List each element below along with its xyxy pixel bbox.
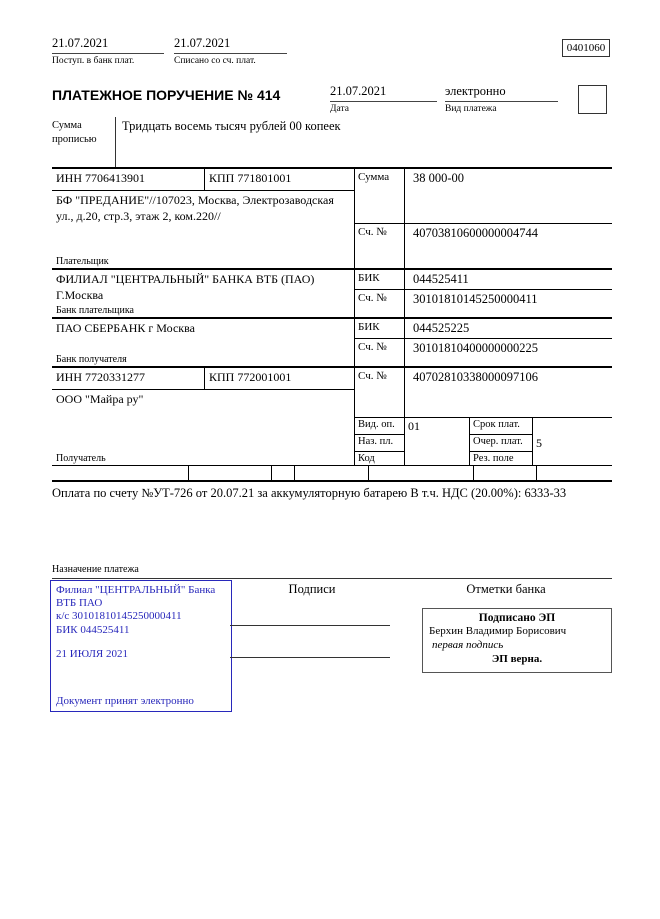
empty-fields-row (52, 466, 612, 482)
payee-account-row (355, 368, 612, 417)
payment-kind-value: электронно (445, 84, 558, 102)
kod-label: Код (355, 452, 405, 465)
payer-account-row (355, 224, 612, 268)
payer-account-label: Сч. № (355, 224, 405, 268)
empty-cell (52, 466, 189, 480)
payer-bank-bik-row (355, 270, 612, 290)
title-row (52, 84, 612, 118)
ep-stamp-signer-name: Берхин Владимир Борисович (429, 625, 567, 638)
document-date-field (330, 84, 437, 114)
stamp-bank-name: Филиал "ЦЕНТРАЛЬНЫЙ" Банка ВТБ ПАО (56, 584, 216, 610)
sum-row (355, 169, 612, 224)
sum-label: Сумма (355, 169, 405, 223)
bank-electronic-stamp (50, 580, 232, 712)
payee-bank-bik-value: 044525225 (413, 321, 470, 335)
empty-cell (537, 466, 612, 480)
payee-bank-account-value: 30101810400000000225 (413, 341, 538, 355)
document-title: ПЛАТЕЖНОЕ ПОРУЧЕНИЕ № 414 (52, 87, 281, 103)
minitable-row-2 (355, 435, 612, 452)
sum-value: 38 000-00 (413, 171, 465, 185)
payee-name: ООО "Майра ру" (56, 392, 144, 406)
payee-kpp: КПП 772001001 (209, 370, 292, 384)
debited-date-value: 21.07.2021 (174, 36, 287, 54)
naz-pl-value (405, 435, 470, 452)
payment-kind-label: Вид платежа (445, 104, 497, 114)
document-date-value: 21.07.2021 (330, 84, 437, 102)
ocher-plat-label: Очер. плат. (470, 435, 533, 452)
payee-inn: ИНН 7720331277 (52, 368, 205, 389)
payer-bank-label: Банк плательщика (56, 305, 134, 317)
signature-line-2 (230, 657, 390, 658)
stamp-date: 21 ИЮЛЯ 2021 (56, 647, 128, 660)
payee-left (52, 368, 355, 465)
payment-details-minitable (355, 417, 612, 465)
form-code: 0401060 (566, 42, 606, 54)
ep-stamp-title: Подписано ЭП (478, 612, 556, 624)
ep-stamp-verified: ЭП верна. (491, 652, 543, 665)
signatures-header: Подписи (288, 582, 336, 596)
payer-bank-name: ФИЛИАЛ "ЦЕНТРАЛЬНЫЙ" БАНКА ВТБ (ПАО) Г.Москва (56, 272, 315, 302)
vid-op-value: 01 (405, 418, 470, 435)
payee-bank-bik-label: БИК (355, 319, 405, 338)
payer-inn: ИНН 7706413901 (52, 169, 205, 190)
payee-label: Получатель (56, 453, 106, 464)
payer-left (52, 169, 355, 268)
document-date-label: Дата (330, 104, 349, 114)
footer-divider-line (52, 578, 612, 579)
payee-bank-right (355, 319, 612, 366)
payee-bank-left (52, 319, 355, 366)
amount-words-value: Тридцать восемь тысяч рублей 00 копеек (115, 117, 612, 167)
stamp-corr-account: к/с 30101810145250000411 (56, 610, 182, 623)
amount-words-label: Сумма прописью (52, 120, 97, 145)
payer-bank-account-row (355, 290, 612, 317)
payment-purpose-label: Назначение платежа (52, 564, 139, 575)
payer-bank-bik-label: БИК (355, 270, 405, 289)
payer-right (355, 169, 612, 268)
naz-pl-label: Наз. пл. (355, 435, 405, 452)
received-date-label: Поступ. в банк плат. (52, 56, 135, 66)
ocher-plat-value: 5 (536, 436, 542, 450)
srok-plat-value (533, 418, 612, 435)
rez-pole-label: Рез. поле (470, 452, 533, 465)
payer-section (52, 169, 612, 270)
payer-bank-section (52, 270, 612, 319)
amount-words-section (52, 117, 612, 167)
status-checkbox (578, 85, 607, 114)
srok-plat-label: Срок плат. (470, 418, 533, 435)
stamp-bik: БИК 044525411 (56, 623, 130, 636)
empty-cell (189, 466, 272, 480)
ep-signature-stamp (422, 608, 612, 673)
payee-right (355, 368, 612, 465)
minitable-row-1 (355, 418, 612, 435)
top-dates-block (52, 36, 297, 66)
received-date-field (52, 36, 164, 66)
payee-bank-account-label: Сч. № (355, 339, 405, 366)
payment-purpose-text: Оплата по счету №УТ-726 от 20.07.21 за аккумуляторную батарею В т.ч. НДС (20.00%): 6333-33 (52, 486, 567, 500)
received-date-value: 21.07.2021 (52, 36, 164, 54)
rez-pole-value (533, 452, 612, 465)
payer-bank-account-value: 30101810145250000411 (413, 292, 538, 306)
payee-account-label: Сч. № (355, 368, 405, 417)
payee-account-value: 40702810338000097106 (413, 370, 538, 384)
payee-bank-section (52, 319, 612, 368)
ep-stamp-signature-type: первая подпись (432, 639, 504, 652)
minitable-row-3 (355, 452, 612, 465)
payee-bank-name: ПАО СБЕРБАНК г Москва (56, 321, 195, 335)
form-code-box (562, 39, 610, 57)
empty-cell (295, 466, 369, 480)
kod-value (405, 452, 470, 465)
payer-account-value: 40703810600000004744 (413, 226, 538, 240)
payee-bank-label: Банк получателя (56, 354, 127, 365)
bank-marks-header: Отметки банка (466, 582, 546, 596)
payer-inn-kpp-row (52, 169, 354, 191)
payer-bank-left (52, 270, 355, 317)
signature-line-1 (230, 625, 390, 626)
payer-kpp: КПП 771801001 (209, 171, 292, 185)
empty-cell (272, 466, 295, 480)
payee-bank-account-row (355, 339, 612, 366)
payer-bank-account-label: Сч. № (355, 290, 405, 317)
payer-label: Плательщик (56, 256, 109, 267)
payee-inn-kpp-row (52, 368, 354, 390)
payer-name: БФ "ПРЕДАНИЕ"//107023, Москва, Электрозаводская ул., д.20, стр.3, этаж 2, ком.220// (56, 193, 334, 223)
vid-op-label: Вид. оп. (355, 418, 405, 435)
debited-date-field (174, 36, 287, 66)
payer-bank-bik-value: 044525411 (413, 272, 469, 286)
debited-date-label: Списано со сч. плат. (174, 56, 256, 66)
stamp-note: Документ принят электронно (56, 694, 194, 707)
payee-section (52, 368, 612, 466)
payee-bank-bik-row (355, 319, 612, 339)
payer-bank-right (355, 270, 612, 317)
empty-cell (474, 466, 537, 480)
empty-cell (369, 466, 474, 480)
payment-kind-field (445, 84, 558, 114)
main-table (52, 167, 612, 482)
